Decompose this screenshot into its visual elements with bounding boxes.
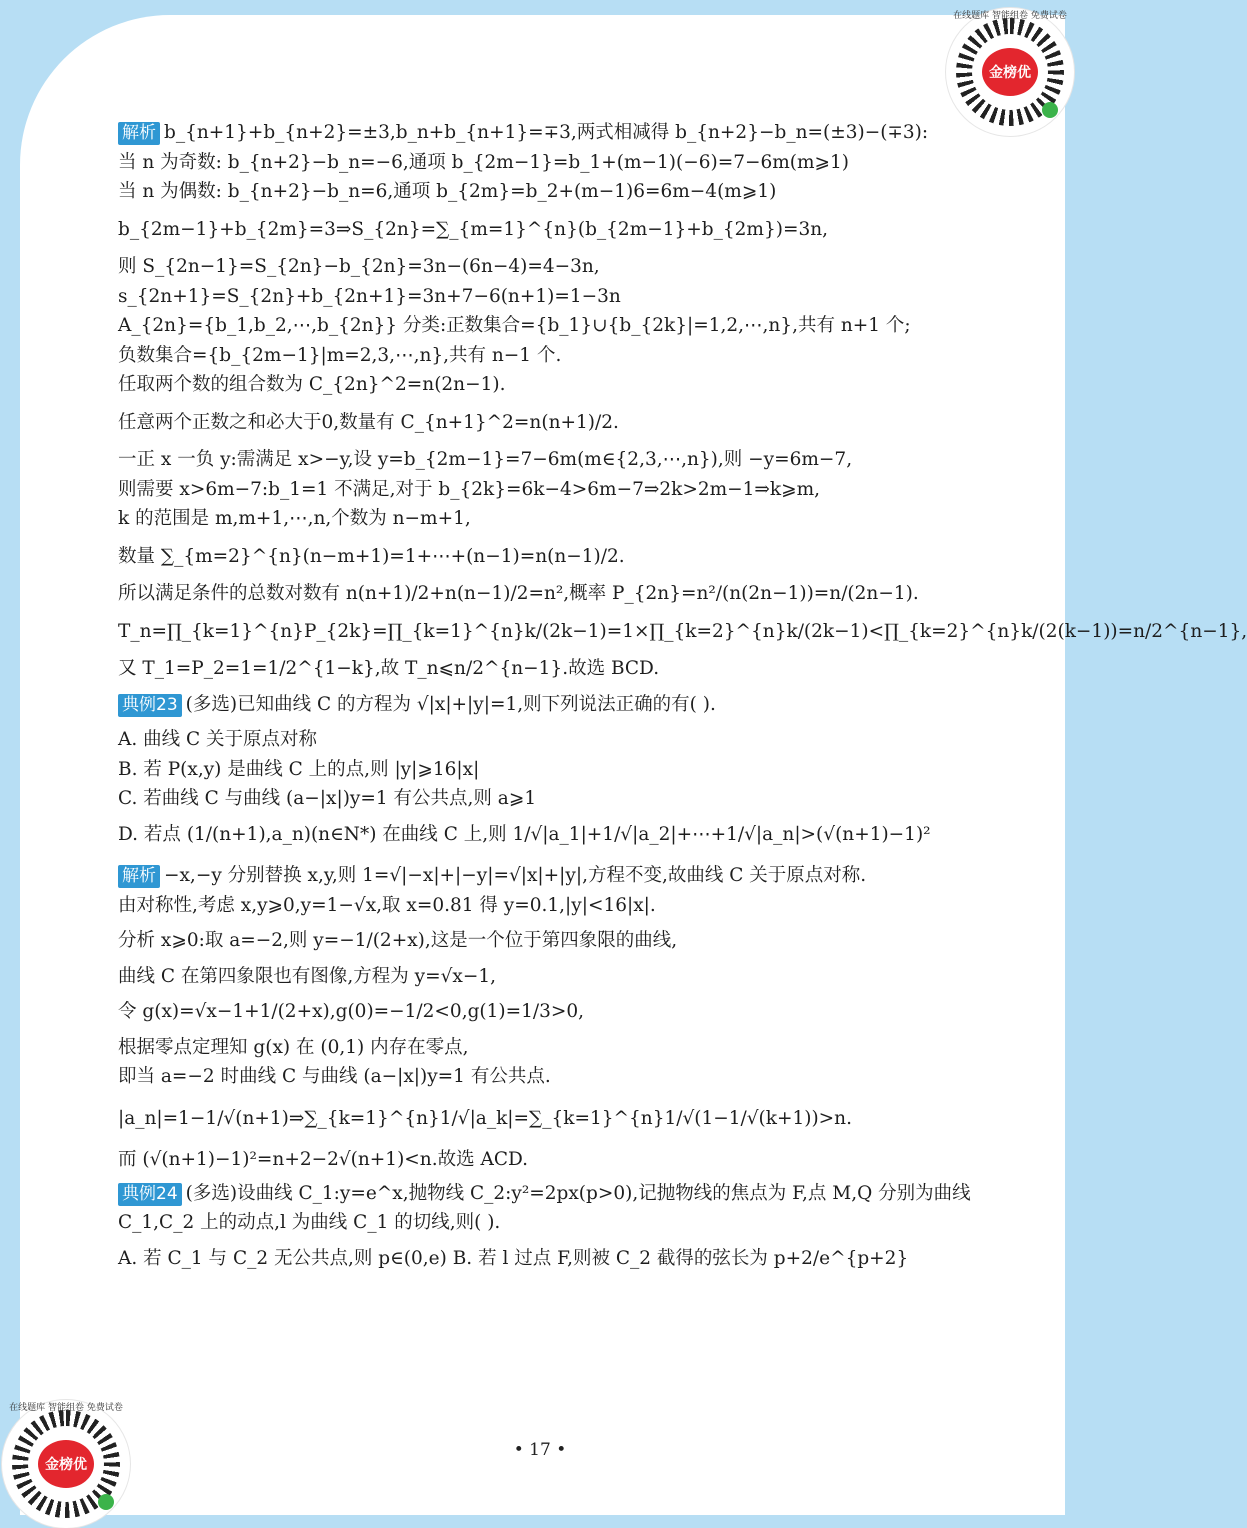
section-tag: 解析 [118,122,160,145]
text-line: 根据零点定理知 g(x) 在 (0,1) 内存在零点, [118,1036,469,1058]
text-line: 即当 a=−2 时曲线 C 与曲线 (a−|x|)y=1 有公共点. [118,1066,551,1087]
brand-logo: 金榜优 [982,48,1038,96]
text-line: 当 n 为偶数: b_{n+2}−b_n=6,通项 b_{2m}=b_2+(m−1)6=6m−4(m⩾1) [118,181,777,202]
section-tag: 解析 [118,865,160,888]
text-line: C_1,C_2 上的动点,l 为曲线 C_1 的切线,则( ). [118,1212,501,1233]
text-line: s_{2n+1}=S_{2n}+b_{2n+1}=3n+7−6(n+1)=1−3n [118,285,621,307]
text-line: 典例24 (多选)设曲线 C_1:y=e^x,抛物线 C_2:y²=2px(p>0),记抛物线的焦点为 F,点 M,Q 分别为曲线 [118,1179,1018,1209]
wechat-icon [1042,102,1058,118]
section-tag: 典例23 [118,694,182,717]
text-line: 又 T_1=P_2=1=1/2^{1−k},故 T_n⩽n/2^{n−1}.故选 BCD. [118,658,660,679]
text-line: C. 若曲线 C 与曲线 (a−|x|)y=1 有公共点,则 a⩾1 [118,788,537,809]
qr-ring-text: 在线题库 智能组卷 免费试卷 [953,11,1067,21]
text-line: D. 若点 (1/(n+1),a_n)(n∈N*) 在曲线 C 上,则 1/√|a_1|+1/√|a_2|+⋯+1/√|a_n|>(√(n+1)−1)² [118,823,931,845]
text-line: 由对称性,考虑 x,y⩾0,y=1−√x,取 x=0.81 得 y=0.1,|y|<16|x|. [118,894,656,916]
text-line: 解析 b_{n+1}+b_{n+2}=±3,b_n+b_{n+1}=∓3,两式相减得 b_{n+2}−b_n=(±3)−(∓3): [118,118,1018,148]
text-line: 当 n 为奇数: b_{n+2}−b_n=−6,通项 b_{2m−1}=b_1+(m−1)(−6)=7−6m(m⩾1) [118,151,850,173]
text-line: 任意两个正数之和必大于0,数量有 C_{n+1}^2=n(n+1)/2. [118,411,619,433]
document-body [118,118,1247,1273]
brand-logo: 金榜优 [38,1440,94,1488]
page-number: • 17 • [513,1440,567,1460]
text-line: A_{2n}={b_1,b_2,⋯,b_{2n}} 分类:正数集合={b_1}∪{b_{2k}|=1,2,⋯,n},共有 n+1 个; [118,315,911,336]
text-line: 任取两个数的组合数为 C_{2n}^2=n(2n−1). [118,374,506,395]
section-tag: 典例24 [118,1183,182,1206]
text-line: k 的范围是 m,m+1,⋯,n,个数为 n−m+1, [118,508,471,529]
text-line: |a_n|=1−1/√(n+1)⇒∑_{k=1}^{n}1/√|a_k|=∑_{k=1}^{n}1/√(1−1/√(k+1))>n. [118,1107,852,1129]
qr-ring-text: 在线题库 智能组卷 免费试卷 [9,1403,123,1413]
text-line: 曲线 C 在第四象限也有图像,方程为 y=√x−1, [118,965,497,987]
text-line: B. 若 P(x,y) 是曲线 C 上的点,则 |y|⩾16|x| [118,758,480,780]
text-line: 数量 ∑_{m=2}^{n}(n−m+1)=1+⋯+(n−1)=n(n−1)/2. [118,545,625,567]
qr-code-top-right[interactable] [946,8,1074,136]
text-line: A. 若 C_1 与 C_2 无公共点,则 p∈(0,e) B. 若 l 过点 F,则被 C_2 截得的弦长为 p+2/e^{p+2} [118,1247,909,1269]
text-line: 负数集合={b_{2m−1}|m=2,3,⋯,n},共有 n−1 个. [118,344,562,366]
wechat-icon [98,1494,114,1510]
text-line: A. 曲线 C 关于原点对称 [118,729,318,750]
text-line: b_{2m−1}+b_{2m}=3⇒S_{2n}=∑_{m=1}^{n}(b_{2m−1}+b_{2m})=3n, [118,218,829,240]
text-line: T_n=∏_{k=1}^{n}P_{2k}=∏_{k=1}^{n}k/(2k−1)=1×∏_{k=2}^{n}k/(2k−1)<∏_{k=2}^{n}k/(2(k−1))=n/2^{n−1}, [118,620,1247,642]
text-line: 解析 −x,−y 分别替换 x,y,则 1=√|−x|+|−y|=√|x|+|y|,方程不变,故曲线 C 关于原点对称. [118,861,1018,891]
text-line: 令 g(x)=√x−1+1/(2+x),g(0)=−1/2<0,g(1)=1/3>0, [118,1001,585,1022]
qr-code-bottom-left[interactable] [2,1400,130,1528]
text-line: 则需要 x>6m−7:b_1=1 不满足,对于 b_{2k}=6k−4>6m−7⇒2k>2m−1⇒k⩾m, [118,478,821,500]
text-line: 典例23 (多选)已知曲线 C 的方程为 √|x|+|y|=1,则下列说法正确的有( ). [118,690,1018,720]
text-line: 则 S_{2n−1}=S_{2n}−b_{2n}=3n−(6n−4)=4−3n, [118,256,600,277]
text-line: 所以满足条件的总数对数有 n(n+1)/2+n(n−1)/2=n²,概率 P_{2n}=n²/(n(2n−1))=n/(2n−1). [118,583,919,604]
text-line: 而 (√(n+1)−1)²=n+2−2√(n+1)<n.故选 ACD. [118,1149,529,1170]
text-line: 分析 x⩾0:取 a=−2,则 y=−1/(2+x),这是一个位于第四象限的曲线, [118,930,678,951]
text-line: 一正 x 一负 y:需满足 x>−y,设 y=b_{2m−1}=7−6m(m∈{2,3,⋯,n}),则 −y=6m−7, [118,449,853,470]
